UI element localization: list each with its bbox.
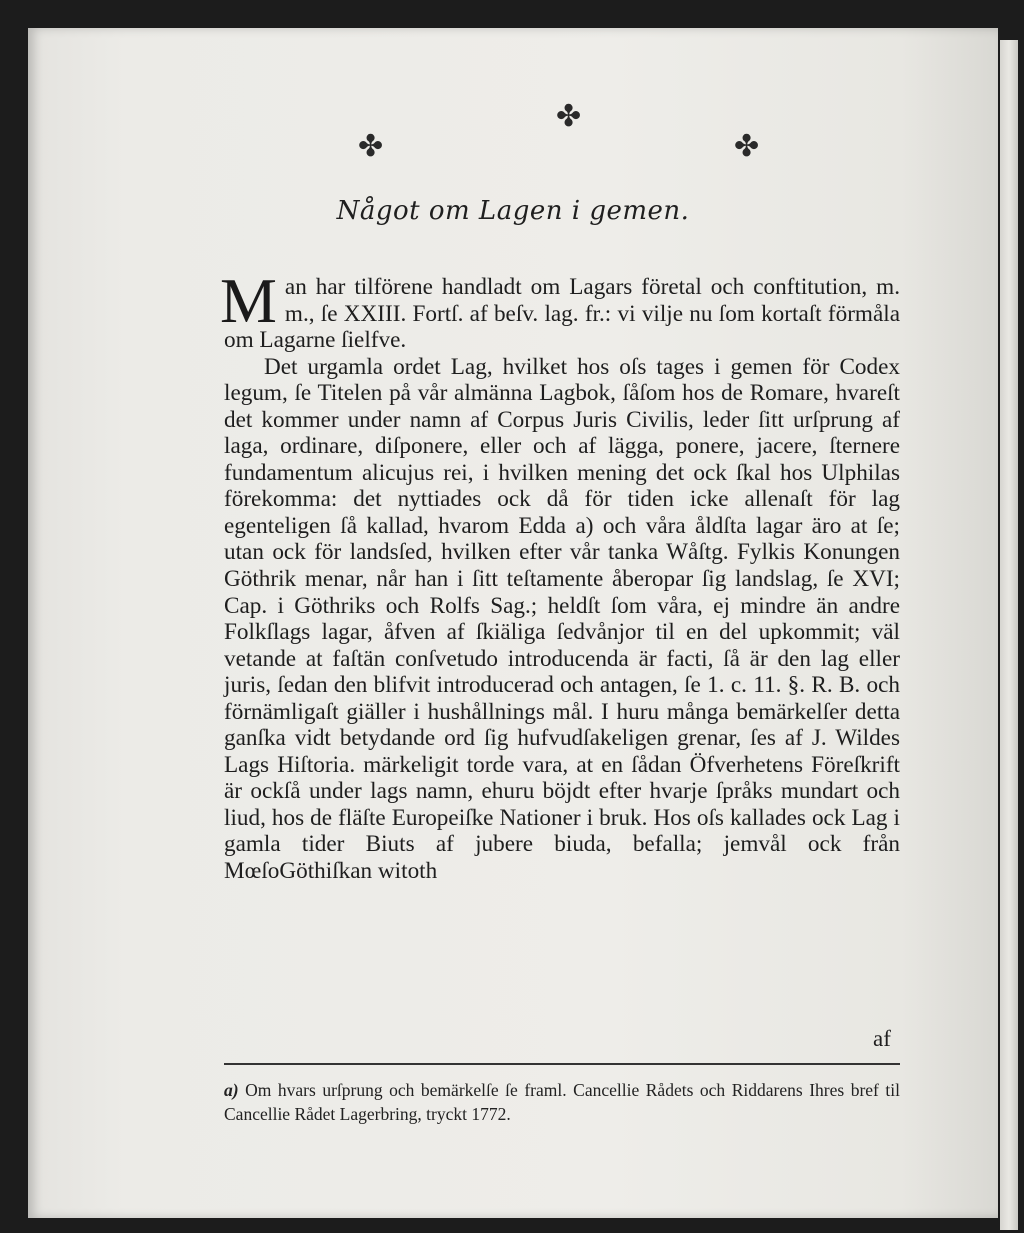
paragraph-1 [220, 265, 900, 354]
body-text [220, 265, 900, 885]
footnote-marker: a) [224, 1080, 239, 1100]
ornament-row [28, 28, 998, 198]
footnote-rule [224, 1063, 900, 1065]
footnote-text: Om hvars urſprung och bemärkelſe ſe framl. Cancellie Rådets och Riddarens Ihres bref til Cancellie Rådet Lagerbring, tryckt 1772. [224, 1080, 900, 1124]
fleuron-icon-left: ✤ [358, 129, 384, 164]
catchword: af [873, 1026, 891, 1051]
facing-page-edge [1000, 40, 1018, 1230]
fleuron-icon-right: ✤ [734, 129, 760, 164]
paragraph-2: Det urgamla ordet Lag, hvilket hos oſs tages i gemen för Codex legum, ſe Titelen på vår almänna Lagbok, ſåſom hos de Romare, hvareſt det kommer under namn af Corpus Juris Civilis, leder ſitt urſprung af laga, ordinare, diſponere, eller och af lägga, ponere, jacere, ſternere fundamentum alicujus rei, i hvilken mening det ock ſkal hos Ulphilas förekomma: det nyttiades ock då för tiden icke allenaſt för lag egenteligen ſå kallad, hvarom Edda a) och våra åldſta lagar äro at ſe; utan ock för landsſed, hvilken efter vår tanka Wåſtg. Fylkis Konungen Göthrik menar, når han i ſitt teſtamente åberopar ſig landslag, ſe XVI; Cap. i Göthriks och Rolfs Sag.; heldſt ſom våra, ej mindre än andre Folkſlags lagar, åfven af ſkiäliga ſedvånjor til en del upkommit; väl vetande at faſtän conſvetudo introducenda är facti, ſå är den lag eller juris, ſedan den blifvit introducerad och antagen, ſe 1. c. 11. §. R. B. och förnämligaſt giäller i hushållnings mål. I huru många bemärkelſer detta ganſka vidt betydande ord ſig hufvudſakeligen grenar, ſes af J. Wildes Lags Hiſtoria. märkeligit torde vara, at en ſådan Öfverhetens Föreſkrift är ockſå under lags namn, ehuru böjdt efter hvarje ſpråks mundart och liud, hos de fläſte Europeiſke Nationer i bruk. Hos oſs kallades ock Lag i gamla tider Biuts af jubere biuda, befalla; jemvål ock från MœſoGöthiſkan witoth [224, 353, 900, 885]
book-page [28, 28, 998, 1218]
footnote [224, 1078, 900, 1126]
paragraph-1-text: an har tilförene handladt om Lagars företal och conftitution, m. m., ſe XXIII. Fortſ. af beſv. lag. fr.: vi vilje nu ſom kortaſt förmåla om Lagarne ſielfve. [224, 274, 900, 354]
fleuron-icon-center: ✤ [556, 99, 582, 134]
page-title: Något om Lagen i gemen. [336, 196, 690, 226]
drop-cap: M [220, 265, 277, 336]
